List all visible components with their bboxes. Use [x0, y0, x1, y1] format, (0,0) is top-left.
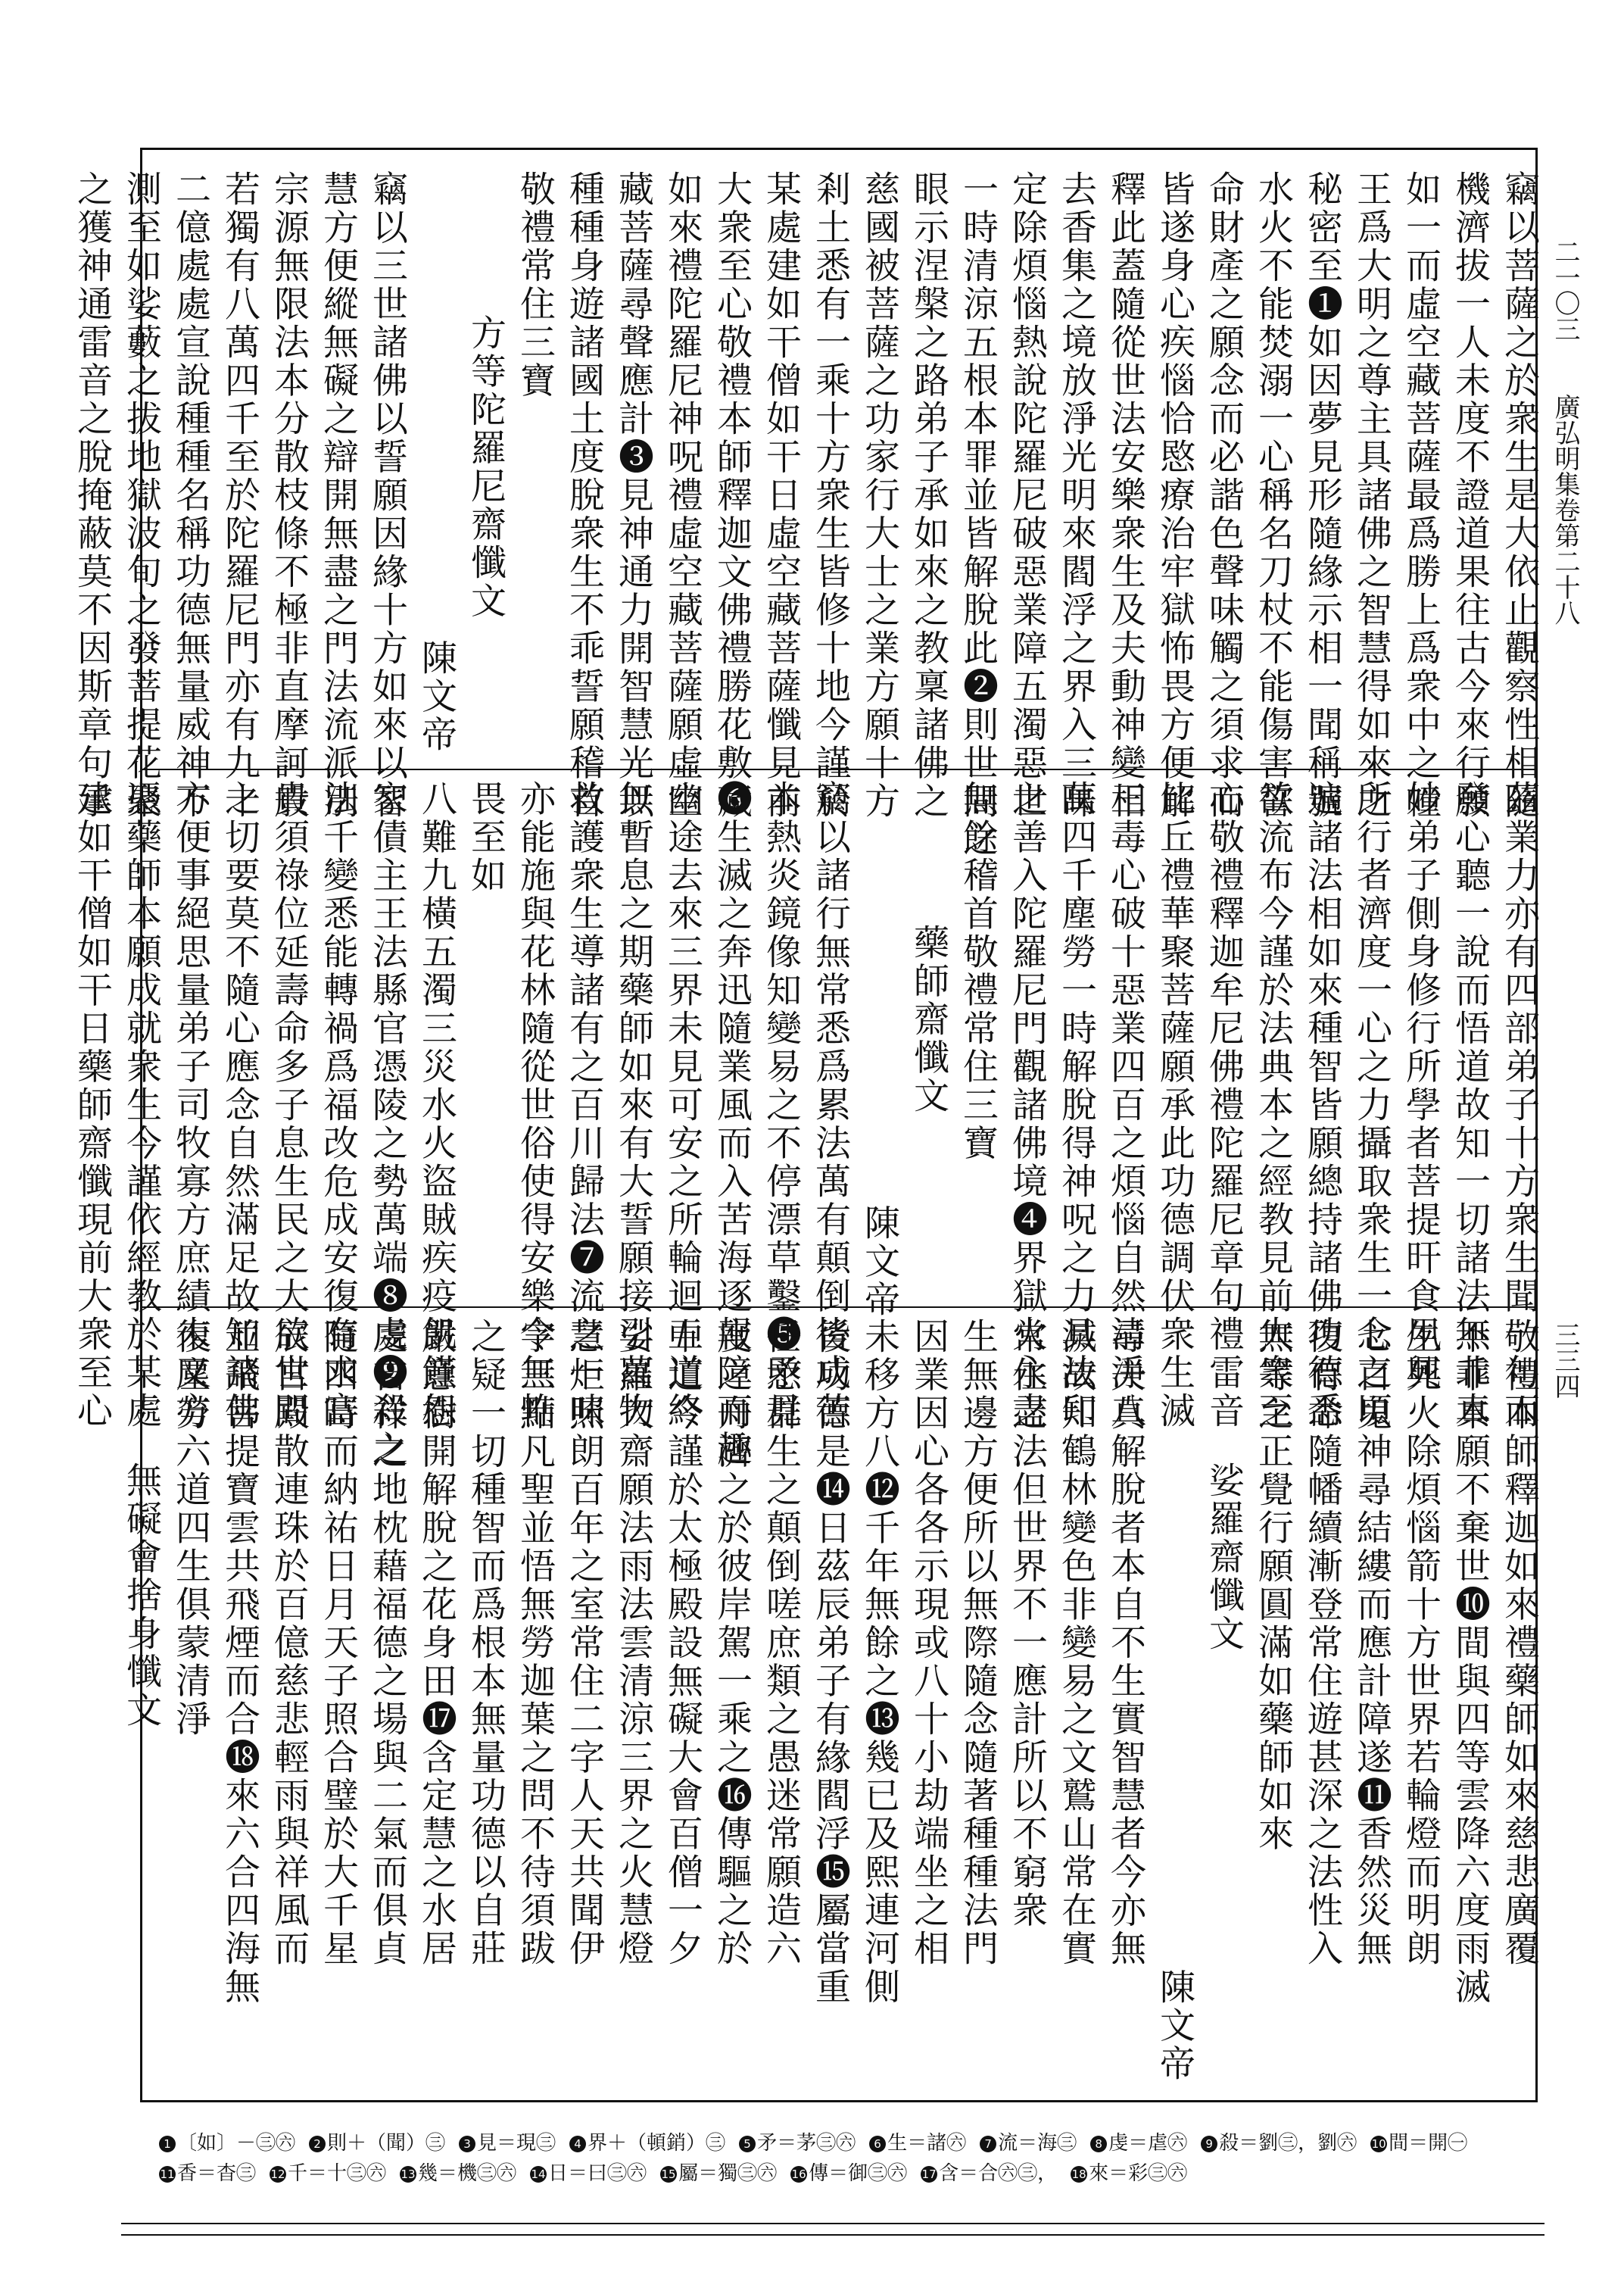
text-column: 竊以諸行無常悉爲累法萬有顛倒皆成苦 — [809, 780, 851, 1431]
footnote-number: 17 — [921, 2167, 937, 2181]
text-column: 娑羅大齋願法雨法雲清涼三界之火慧燈 — [613, 1318, 654, 1968]
text-column: 中道今謹於太極殿設無礙大會百僧一夕 — [662, 1318, 703, 1968]
text-column: 方便事絕思量弟子司牧寡方庶績未又方 — [170, 780, 211, 1431]
footnote-text: 界＋（頓銷）㊂ — [588, 2132, 726, 2155]
footnote — [1370, 2128, 1467, 2158]
text-column: 無礙會捨身懺文 — [120, 1462, 162, 1730]
footnote-number: 18 — [1071, 2167, 1086, 2181]
footnote — [660, 2158, 777, 2189]
text-column: 如來禮陀羅尼神呪禮虛空藏菩薩願虛空 — [662, 170, 703, 821]
text-column: 宗源無限法本分散枝條不極非直摩訶般 — [268, 170, 310, 821]
text-column: 心敬禮釋迦牟尼佛禮陀羅尼章句禮雷音 — [1203, 780, 1245, 1431]
text-column: 字三點凡聖並悟無勞迦葉之問不待須跋 — [514, 1318, 556, 1968]
text-column: 無等之正覺行願圓滿如藥師如來 — [1252, 1318, 1294, 1853]
text-column: 復塵勞六道四生俱蒙清淨 — [170, 1318, 211, 1739]
text-column: 幽途去來三界未見可安之所輪迴五道終 — [662, 780, 703, 1431]
text-column: 之切要莫不隨心應念自然滿足故知諸佛 — [219, 780, 260, 1431]
footnote — [400, 2158, 516, 2189]
text-band-middle — [71, 780, 1540, 1468]
text-column: 大衆至心敬禮本師釋迦文佛禮勝花敷藏 — [711, 170, 753, 821]
text-column: 法千變悉能轉禍爲福改危成安復有求富 — [317, 780, 359, 1431]
footnote — [1090, 2128, 1187, 2158]
footnote-text: 香＝杳㊂ — [177, 2162, 257, 2185]
text-column: 水火不能焚溺一心稱名刀杖不能傷害誓 — [1252, 170, 1294, 821]
text-column: 眼示涅槃之路弟子承如來之教稟諸佛之 — [908, 170, 949, 821]
text-column: 之疑一切種智而爲根本無量功德以自莊 — [465, 1318, 507, 1968]
footnote — [309, 2128, 445, 2158]
footnote — [530, 2158, 647, 2189]
footnote-number: 15 — [661, 2167, 676, 2181]
text-column: 憑藥師本願成就衆生今謹依經教於某處 — [120, 780, 162, 1431]
bottom-rule-2 — [121, 2234, 1545, 2236]
text-column: ❻生滅之奔迅隨業風而入苦海逐報障而趣 — [711, 780, 753, 1468]
text-column: 慧方便縱無礙之辯開無盡之門法流派別 — [317, 170, 359, 821]
footnote-text: 傳＝御㊂㊅ — [809, 2162, 908, 2185]
footnote — [1071, 2158, 1187, 2189]
text-column: 之獲神通雷音之脫掩蔽莫不因斯章句承 — [71, 170, 113, 821]
footnote-text: 流＝海㊂ — [998, 2132, 1077, 2155]
footnote — [980, 2128, 1077, 2158]
text-column: 隨四時而納祐日月天子照合璧於大千星 — [317, 1318, 359, 1968]
text-column: 度之舟濟之於彼岸駕一乘之⓰傳驅之於 — [711, 1318, 753, 1968]
text-column: 娑羅齋懺文 — [1203, 1462, 1245, 1653]
text-column: 測至如娑藪之拔地獄波旬之發菩提花聚 — [120, 170, 162, 821]
footnote-text: 含＝合㊅㊂， — [939, 2162, 1058, 2185]
footnote — [1201, 2128, 1357, 2158]
text-column: 陳文帝 — [416, 638, 457, 754]
text-column: 畏至如 — [465, 780, 507, 895]
text-column: 如一而虛空藏菩薩最爲勝上爲衆中之幢 — [1400, 170, 1442, 821]
text-column: 亦能施與花林隨從世俗使得安樂令無怖 — [514, 780, 556, 1431]
text-column: 陳文帝 — [1154, 1968, 1195, 2083]
text-column: 三毒心破十惡業四百之煩惱自然清淨八 — [1105, 780, 1146, 1431]
text-column: 釋此蓋隨從世法安樂衆生及夫動神變相 — [1105, 170, 1146, 821]
text-column: 任愍群生之顛倒嗟庶類之愚迷常願造六 — [760, 1318, 802, 1968]
text-column: 機濟拔一人未度不證道果往古今來行願 — [1449, 170, 1491, 821]
text-column: 未移方八⓬千年無餘之⓭幾已及熙連河側 — [859, 1318, 900, 2006]
footnote-number: 14 — [531, 2167, 546, 2181]
text-column: 復有命隨幡續漸登常住遊甚深之法性入 — [1301, 1318, 1343, 1968]
text-column: 敬禮常住三寶 — [514, 170, 556, 400]
text-column: 並飛菩提寶雲共飛煙而合⓲來六合四海無 — [219, 1318, 260, 2006]
footnote-text: 屬＝獨㊂㊅ — [678, 2162, 778, 2185]
footnote-text: 見＝現㊂ — [477, 2132, 556, 2155]
footnote-text: 則＋（聞）㊂ — [327, 2132, 446, 2155]
footnote-number: 11 — [160, 2167, 175, 2181]
text-column: 欲流布今謹於法典本之經教見前大衆至 — [1252, 780, 1294, 1431]
text-column: 處吉祥之地枕藉福德之場與二氣而俱貞 — [366, 1318, 408, 1968]
text-column: 後功德是⓮日茲辰弟子有緣閻浮⓯屬當重 — [809, 1318, 851, 2006]
text-column: 滅故知鶴林變色非變易之文鷲山常在實 — [1055, 1318, 1097, 1968]
footnote-text: 虔＝虐㊅ — [1108, 2132, 1188, 2155]
footnote-text: 殺＝劉㊂，劉㊅ — [1219, 2132, 1357, 2155]
book-title: 廣弘明集卷第二十八 — [1550, 394, 1580, 626]
text-column: 陳文帝 — [859, 1204, 900, 1319]
text-column: 發心聽一說而悟道故知一切諸法無非真 — [1449, 780, 1491, 1431]
footnote-number: 2 — [309, 2136, 326, 2152]
footnote-number: 12 — [270, 2167, 285, 2181]
footnote — [869, 2128, 966, 2158]
footnote-number: 7 — [980, 2136, 996, 2152]
text-column: 秘密至❶如因夢見形隨緣示相一聞稱號 — [1301, 170, 1343, 821]
footnote-text: 日＝曰㊂㊅ — [548, 2162, 647, 2185]
text-column: 藏菩薩尋聲應計❸見神通力開智慧光以 — [613, 170, 654, 821]
footnote-text: 矛＝茅㊂㊅ — [757, 2132, 856, 2155]
text-column: 家債主王法縣官憑陵之勢萬端❽虔❾殺之 — [366, 780, 408, 1468]
text-band-bottom — [120, 1318, 1540, 2083]
footnote-number: 1 — [159, 2136, 176, 2152]
footnote-text: 來＝彩㊂㊅ — [1089, 2162, 1188, 2185]
bottom-rule-1 — [121, 2223, 1545, 2224]
footnote-number: 4 — [569, 2136, 586, 2152]
footnote — [270, 2158, 386, 2189]
footnote-number: 6 — [869, 2136, 886, 2152]
text-column: 生死火除煩惱箭十方世界若輪燈而明朗 — [1400, 1318, 1442, 1968]
text-column: 茲業力亦有四部弟子十方衆生聞一句而 — [1498, 780, 1540, 1431]
text-column: 慧炬照朗百年之室常住二字人天共聞伊 — [563, 1318, 605, 1968]
footnote-text: 千＝十㊂㊅ — [288, 2162, 387, 2185]
footnote-number: 3 — [459, 2136, 475, 2152]
text-column: 種種身遊諸國土度脫衆生不乖誓願稽首 — [563, 170, 605, 821]
footnote — [569, 2128, 725, 2158]
page-number: 二一〇三 — [1550, 239, 1580, 342]
side-number: 三三四 — [1550, 1322, 1580, 1399]
text-column: 辰宮殿散連珠於百億慈悲輕雨與祥風而 — [268, 1318, 310, 1968]
text-column: 所行者濟度一心之力攝取衆生一念之頃 — [1351, 780, 1392, 1431]
text-column: 定除煩惱熱說陀羅尼破惡業障五濁惡世 — [1006, 170, 1048, 821]
text-column: 去香集之境放淨光明來閻浮之界入三昧 — [1055, 170, 1097, 821]
text-column: 比丘禮華聚菩薩願承此功德調伏衆生滅 — [1154, 780, 1195, 1431]
footnote-text: 幾＝機㊂㊅ — [418, 2162, 517, 2185]
text-column: 嚴意樹開解脫之花身田⓱含定慧之水居 — [416, 1318, 457, 1968]
footnote-number: 9 — [1201, 2136, 1217, 2152]
text-column: 生無邊方便所以無際隨念隨著種種法門 — [957, 1318, 999, 1968]
text-column: 七百鬼神尋結縷而應計障遂⓫香然災無 — [1351, 1318, 1392, 1968]
footnote — [459, 2128, 556, 2158]
text-column: 剎土悉有一乘十方衆生皆修十地今謹於 — [809, 170, 851, 821]
text-column: 救護衆生導諸有之百川歸法❼流之一味 — [563, 780, 605, 1431]
text-column: 若獨有八萬四千至於陀羅尼門亦有九十 — [219, 170, 260, 821]
footnote — [159, 2128, 295, 2158]
footnote — [159, 2158, 256, 2189]
text-column: 尋夫真解脫者本自不生實智慧者今亦無 — [1105, 1318, 1146, 1968]
text-column: 本熱炎鏡像知變易之不停漂草鑿❺矛見 — [760, 780, 802, 1431]
footnote — [790, 2158, 907, 2189]
text-column: 竊以三世諸佛以誓願因緣十方如來以智 — [366, 170, 408, 821]
text-column: 皆遂身心疾惱恰愍療治牢獄怖畏方便解 — [1154, 170, 1195, 821]
text-column: 某處建如干僧如干日虛空藏菩薩懺見前 — [760, 170, 802, 821]
footnote-number: 13 — [401, 2167, 416, 2181]
footnote-text: 〔如〕－㊂㊅ — [177, 2132, 296, 2155]
footnote-number: 8 — [1090, 2136, 1107, 2152]
text-column: 貴須祿位延壽命多子息生民之大欲世間 — [268, 780, 310, 1431]
text-column: 敬禮本師釋迦如來禮藥師如來慈悲廣覆 — [1498, 1318, 1540, 1968]
text-column: 之善入陀羅尼門觀諸佛境❹界獄火永盡 — [1006, 780, 1048, 1431]
text-column: 一時清涼五根本罪並皆解脫此❷則世間之 — [957, 170, 999, 859]
text-column: 慈國被菩薩之功家行大士之業方願十方 — [859, 170, 900, 821]
text-column: 建如干僧如干日藥師齋懺現前大衆至心 — [71, 780, 113, 1431]
text-column: 藥師齋懺文 — [908, 924, 949, 1116]
footnotes — [159, 2128, 1537, 2189]
footnote-text: 間＝開㊀ — [1389, 2132, 1468, 2155]
text-column: 萬四千塵勞一時解脫得神呪之力具法印 — [1055, 780, 1097, 1431]
text-column: 竊以菩薩之於衆生是大依止觀察性相隨 — [1498, 170, 1540, 821]
text-column: 因業因心各各示現或八十小劫端坐之相 — [908, 1318, 949, 1968]
footnote-number: 5 — [739, 2136, 756, 2152]
text-column: 二億處處宣說種種名稱功德無量威神不 — [170, 170, 211, 821]
text-column: 八難九橫五濁三災水火盜賊疾疫飢饉怨 — [416, 780, 457, 1431]
text-column: 無餘稽首敬禮常住三寶 — [957, 780, 999, 1163]
footnote — [921, 2158, 1057, 2189]
text-column: 不乖本願不棄世❿間與四等雲降六度雨滅 — [1449, 1318, 1491, 2006]
text-column: 無暫息之期藥師如來有大誓願接引萬物 — [613, 780, 654, 1431]
text-column: 方等陀羅尼齋懺文 — [465, 314, 507, 620]
footnote — [739, 2128, 856, 2158]
text-column: 命財產之願念而必諧色聲味觸之須求而 — [1203, 170, 1245, 821]
text-column: 王爲大明之尊主具諸佛之智慧得如來之 — [1351, 170, 1392, 821]
footnote-text: 生＝諸㊅ — [887, 2132, 967, 2155]
text-column: 遍諸法相如來種智皆願總持諸佛功德悉 — [1301, 780, 1343, 1431]
text-column: 妙弟子側身修行所學者菩提旰食夙興 — [1400, 780, 1442, 1392]
text-column: 常住之法但世界不一應計所以不窮衆 — [1006, 1318, 1048, 1930]
footnote-number: 16 — [791, 2167, 806, 2181]
footnote-number: 10 — [1371, 2137, 1386, 2151]
